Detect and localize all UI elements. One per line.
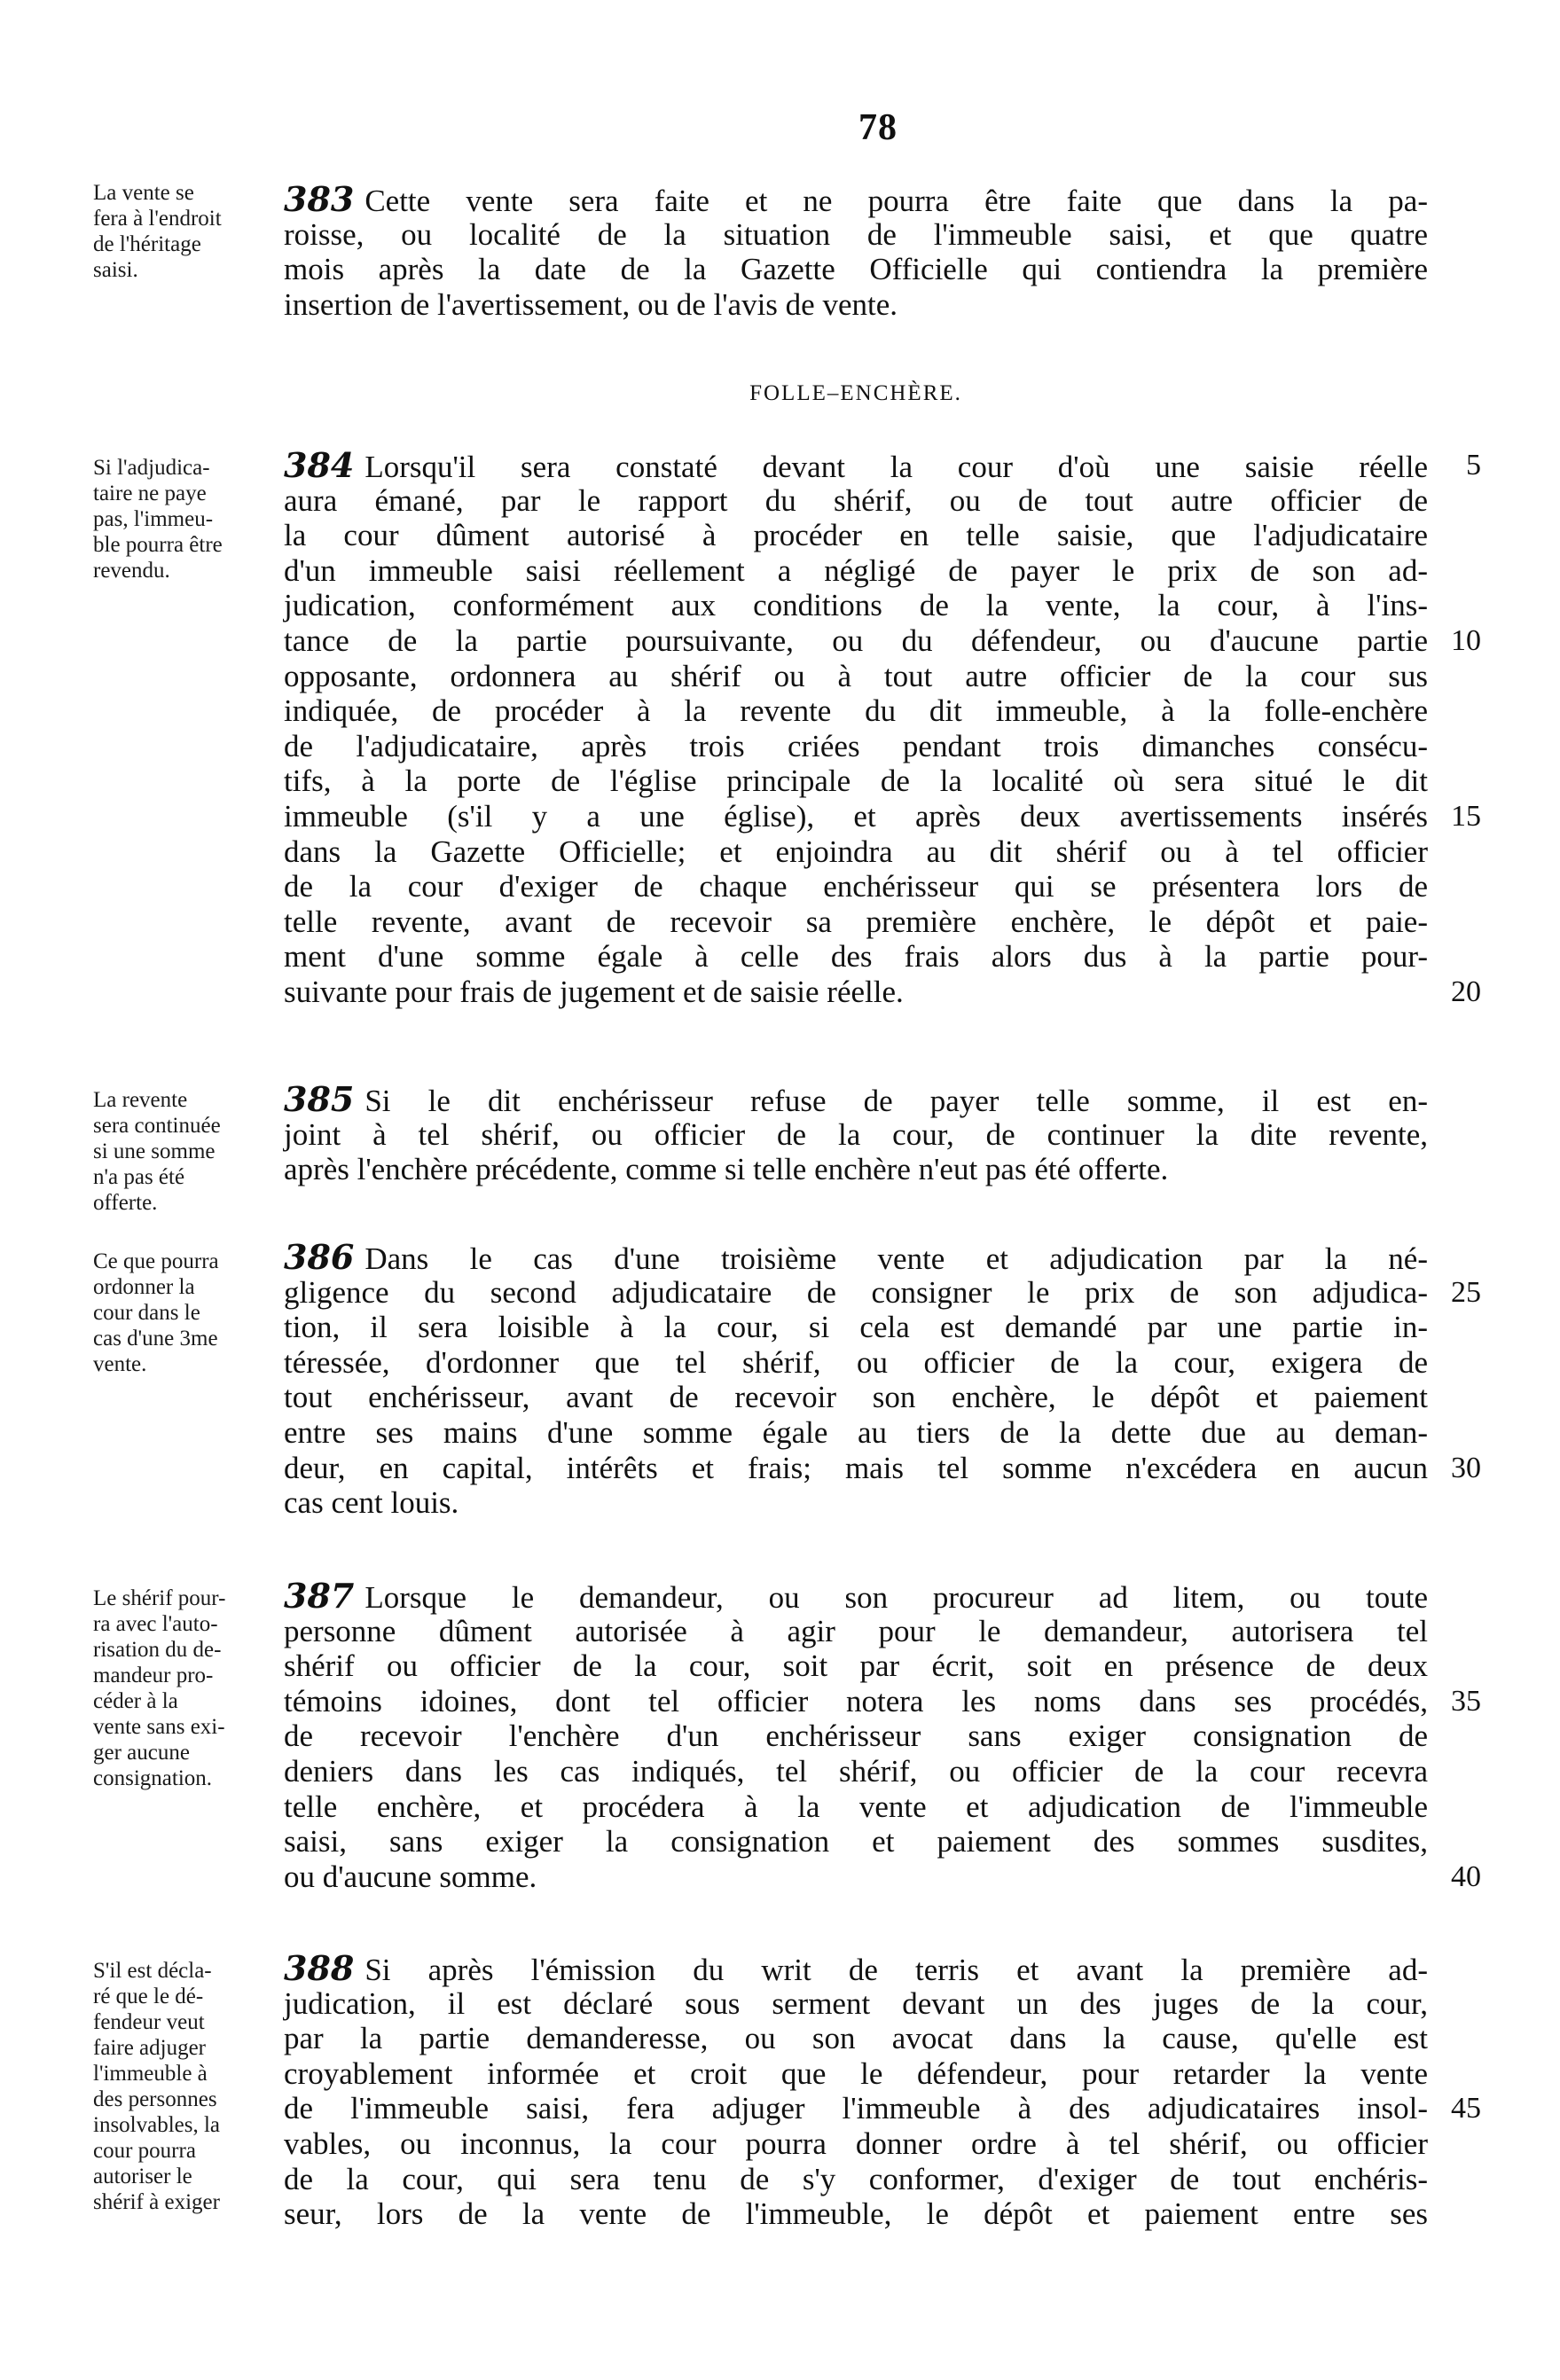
- text-line: 388 Si après l'émission du writ de terris et avant la première ad-: [284, 1948, 1428, 1988]
- text-line: tifs, à la porte de l'église principale de la localité où sera situé le dit: [284, 763, 1428, 799]
- text-line: d'un immeuble saisi réellement a négligé de payer le prix de son ad-: [284, 552, 1428, 588]
- text-line: de l'adjudicataire, après trois criées pendant trois dimanches consécu-: [284, 728, 1428, 763]
- article-text: [284, 1079, 1428, 1187]
- text-line: de la cour d'exiger de chaque enchérisseur qui se présentera lors de: [284, 869, 1428, 904]
- text-line: de l'immeuble saisi, fera adjuger l'immeuble à des adjudicataires insol-: [284, 2091, 1428, 2126]
- text-line: judication, il est déclaré sous serment devant un des juges de la cour,: [284, 1985, 1428, 2021]
- text-line: téressée, d'ordonner que tel shérif, ou officier de la cour, exigera de: [284, 1344, 1428, 1380]
- article-number: 388: [284, 1948, 355, 1988]
- text-line: tion, il sera loisible à la cour, si cela est demandé par une partie in-: [284, 1310, 1428, 1345]
- text-line: ou d'aucune somme.: [284, 1859, 537, 1894]
- text-line: tout enchérisseur, avant de recevoir son enchère, le dépôt et paiement: [284, 1380, 1428, 1415]
- marginal-note: La vente se fera à l'endroit de l'héritage saisi.: [93, 181, 222, 282]
- text-line: 383 Cette vente sera faite et ne pourra être faite que dans la pa-: [284, 179, 1428, 219]
- text-line: cas cent louis.: [284, 1485, 459, 1521]
- article-text: [284, 179, 1428, 322]
- marginal-note: S'il est décla- ré que le dé- fendeur veut faire adjuger l'immeuble à des personnes insolvables, la cour pourra autoriser le shérif à exiger: [93, 1959, 221, 2214]
- article-text: [284, 1578, 1428, 1894]
- line-number: 10: [1451, 624, 1481, 657]
- text-line: joint à tel shérif, ou officier de la cour, de continuer la dite revente,: [284, 1116, 1428, 1152]
- section-heading: FOLLE–ENCHÈRE.: [749, 381, 962, 405]
- text-line: dans la Gazette Officielle; et enjoindra au dit shérif ou à tel officier: [284, 834, 1428, 869]
- line-number: 25: [1451, 1275, 1481, 1309]
- article-text: [284, 445, 1428, 1010]
- text-line: deur, en capital, intérêts et frais; mais tel somme n'excédera en aucun: [284, 1450, 1428, 1485]
- article-text: [284, 1237, 1428, 1521]
- text-line: la cour dûment autorisé à procéder en telle saisie, que l'adjudicataire: [284, 518, 1428, 553]
- text-line: tance de la partie poursuivante, ou du défendeur, ou d'aucune partie: [284, 622, 1428, 658]
- text-line: croyablement informée et croit que le défendeur, pour retarder la vente: [284, 2055, 1428, 2091]
- line-number: 40: [1451, 1859, 1481, 1893]
- text-line: par la partie demanderesse, ou son avocat dans la cause, qu'elle est: [284, 2021, 1428, 2056]
- line-number: 35: [1451, 1684, 1481, 1718]
- line-number: 15: [1451, 800, 1481, 833]
- text-line: 384 Lorsqu'il sera constaté devant la cour d'où une saisie réelle: [284, 445, 1428, 485]
- text-line: 385 Si le dit enchérisseur refuse de payer telle somme, il est en-: [284, 1079, 1428, 1119]
- text-line: immeuble (s'il y a une église), et après deux avertissements insérés: [284, 798, 1428, 834]
- article-text: [284, 1948, 1428, 2232]
- article-number: 384: [284, 445, 355, 485]
- text-line: après l'enchère précédente, comme si telle enchère n'eut pas été offerte.: [284, 1152, 1169, 1187]
- text-line: 387 Lorsque le demandeur, ou son procureur ad litem, ou toute: [284, 1576, 1428, 1616]
- article-number: 385: [284, 1079, 355, 1119]
- text-line: telle enchère, et procédera à la vente et adjudication de l'immeuble: [284, 1789, 1428, 1824]
- text-line: judication, conformément aux conditions de la vente, la cour, à l'ins-: [284, 588, 1428, 623]
- text-line: de recevoir l'enchère d'un enchérisseur sans exiger consignation de: [284, 1718, 1428, 1754]
- line-number: 45: [1451, 2092, 1481, 2126]
- marginal-note: Le shérif pour- ra avec l'auto- risation du de- mandeur pro- céder à la vente sans exi- ger aucune consignation.: [93, 1586, 226, 1790]
- text-line: roisse, ou localité de la situation de l'immeuble saisi, et que quatre: [284, 216, 1428, 252]
- text-line: saisi, sans exiger la consignation et paiement des sommes susdites,: [284, 1824, 1428, 1859]
- text-line: ment d'une somme égale à celle des frais alors dus à la partie pour-: [284, 939, 1428, 975]
- line-number: 30: [1451, 1451, 1481, 1484]
- line-number: 5: [1466, 449, 1481, 481]
- text-line: témoins idoines, dont tel officier notera les noms dans ses procédés,: [284, 1683, 1428, 1718]
- marginal-note: Si l'adjudica- taire ne paye pas, l'immeu- ble pourra être revendu.: [93, 456, 223, 583]
- text-line: indiquée, de procéder à la revente du dit immeuble, à la folle-enchère: [284, 693, 1428, 729]
- text-line: mois après la date de la Gazette Officielle qui contiendra la première: [284, 252, 1428, 287]
- text-line: vables, ou inconnus, la cour pourra donner ordre à tel shérif, ou officier: [284, 2126, 1428, 2161]
- text-line: 386 Dans le cas d'une troisième vente et adjudication par la né-: [284, 1237, 1428, 1277]
- text-line: gligence du second adjudicataire de consigner le prix de son adjudica-: [284, 1274, 1428, 1310]
- text-line: de la cour, qui sera tenu de s'y conformer, d'exiger de tout enchéris-: [284, 2161, 1428, 2196]
- text-line: insertion de l'avertissement, ou de l'avis de vente.: [284, 286, 898, 322]
- page-number: 78: [858, 107, 898, 148]
- text-line: personne dûment autorisée à agir pour le demandeur, autorisera tel: [284, 1613, 1428, 1648]
- text-line: shérif ou officier de la cour, soit par écrit, soit en présence de deux: [284, 1648, 1428, 1684]
- article-number: 386: [284, 1237, 355, 1277]
- article-number: 387: [284, 1576, 355, 1616]
- text-line: deniers dans les cas indiqués, tel shérif, ou officier de la cour recevra: [284, 1753, 1428, 1789]
- text-line: opposante, ordonnera au shérif ou à tout autre officier de la cour sus: [284, 658, 1428, 693]
- text-line: seur, lors de la vente de l'immeuble, le dépôt et paiement entre ses: [284, 2196, 1428, 2232]
- marginal-note: Ce que pourra ordonner la cour dans le cas d'une 3me vente.: [93, 1249, 219, 1376]
- text-line: suivante pour frais de jugement et de saisie réelle.: [284, 974, 904, 1009]
- marginal-note: La revente sera continuée si une somme n'a pas été offerte.: [93, 1088, 221, 1215]
- line-number: 20: [1451, 975, 1481, 1008]
- article-number: 383: [284, 179, 355, 219]
- text-line: aura émané, par le rapport du shérif, ou de tout autre officier de: [284, 482, 1428, 518]
- text-line: telle revente, avant de recevoir sa première enchère, le dépôt et paie-: [284, 904, 1428, 939]
- text-line: entre ses mains d'une somme égale au tiers de la dette due au deman-: [284, 1414, 1428, 1450]
